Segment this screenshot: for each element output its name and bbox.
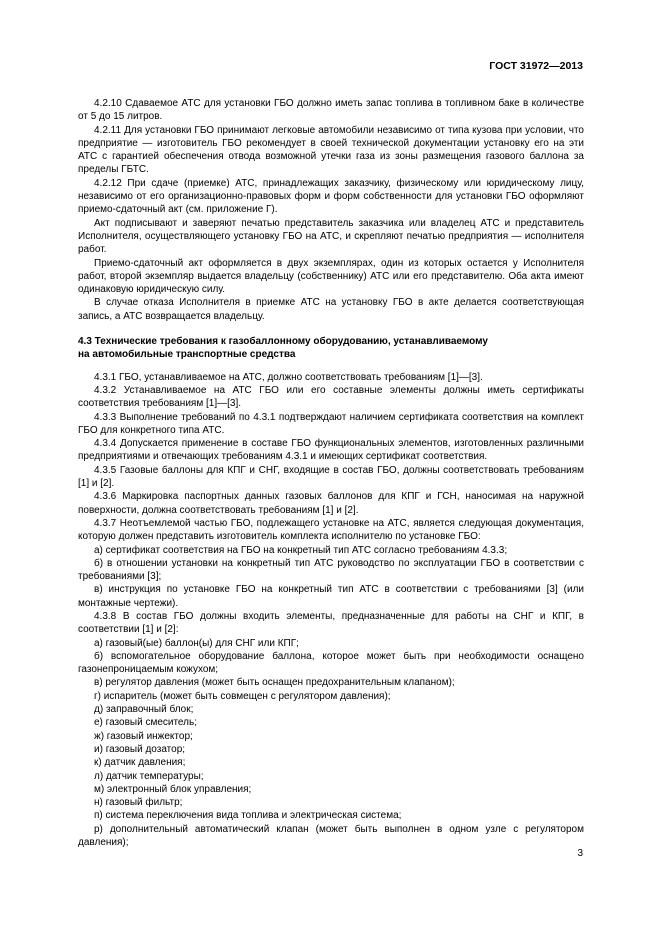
paragraph: 4.3.3 Выполнение требований по 4.3.1 подтверждают наличием сертификата соответствия на комплект ГБО для конкретного типа АТС. — [78, 411, 584, 436]
paragraph: 4.3.2 Устанавливаемое на АТС ГБО или его составные элементы должны иметь сертификаты соответствия требованиям [1]—[3]. — [78, 384, 584, 410]
list-item: е) газовый смеситель; — [94, 717, 197, 729]
paragraph: 4.3.1 ГБО, устанавливаемое на АТС, должно соответствовать требованиям [1]—[3]. — [94, 371, 483, 383]
list-item: а) газовый(ые) баллон(ы) для СНГ или КПГ; — [94, 637, 299, 649]
list-item: г) испаритель (может быть совмещен с регулятором давления); — [94, 690, 391, 702]
section-heading-line-1: 4.3 Технические требования к газобаллонному оборудованию, устанавливаемому — [78, 336, 488, 348]
paragraph: Приемо-сдаточный акт оформляется в двух экземплярах, один из которых остается у Исполнителя работ, второй экземпляр выдается владельцу (собственнику) АТС или его представителю. Оба акта имеют одинаковую юридическую силу. — [78, 257, 584, 296]
list-item: б) в отношении установки на конкретный тип АТС руководство по эксплуатации ГБО в соответствии с требованиями [3]; — [78, 557, 584, 583]
list-item: ж) газовый инжектор; — [94, 730, 193, 742]
paragraph: 4.2.10 Сдаваемое АТС для установки ГБО должно иметь запас топлива в топливном баке в количестве от 5 до 15 литров. — [78, 98, 584, 123]
list-item: м) электронный блок управления; — [94, 783, 252, 795]
section-heading — [78, 335, 584, 362]
paragraph: 4.3.4 Допускается применение в составе ГБО функциональных элементов, изготовленных различными предприятиями и отвечающих требованиям 4.3.1 и имеющих сертификат соответствия. — [78, 438, 584, 463]
section-heading-line-2: на автомобильные транспортные средства — [78, 349, 296, 361]
list-item: в) регулятор давления (может быть оснащен предохранительным клапаном); — [94, 677, 455, 689]
document-code: ГОСТ 31972—2013 — [489, 60, 583, 72]
list-item: л) датчик температуры; — [94, 770, 204, 782]
paragraph: В случае отказа Исполнителя в приемке АТС на установку ГБО в акте делается соответствующая запись, а АТС возвращается владельцу. — [78, 297, 584, 322]
paragraph: 4.3.5 Газовые баллоны для КПГ и СНГ, входящие в состав ГБО, должны соответствовать требованиям [1] и [2]. — [78, 464, 584, 490]
page-body — [78, 97, 584, 849]
list-item: п) система переключения вида топлива и электрическая система; — [94, 810, 402, 822]
list-item: а) сертификат соответствия на ГБО на конкретный тип АТС согласно требованиям 4.3.3; — [94, 544, 508, 556]
paragraph: 4.3.8 В состав ГБО должны входить элементы, предназначенные для работы на СНГ и КПГ, в соответствии [1] и [2]: — [78, 610, 584, 636]
list-item: р) дополнительный автоматический клапан (может быть выполнен в одном узле с регулятором давления); — [78, 823, 584, 849]
paragraph: 4.2.12 При сдаче (приемке) АТС, принадлежащих заказчику, физическому или юридическому лицу, независимо от его организационно-правовых форм и форм собственности для установки ГБО оформляют приемо-сдаточный акт (см. приложение Г). — [78, 177, 584, 216]
list-item: д) заправочный блок; — [94, 704, 194, 716]
list-item: в) инструкция по установке ГБО на конкретный тип АТС в соответствии с требованиями [3] (или монтажные чертежи). — [78, 584, 584, 609]
list-item: и) газовый дозатор; — [94, 743, 186, 755]
list-item: б) вспомогательное оборудование баллона, которое может быть при необходимости оснащено газонепроницаемым кожухом; — [78, 650, 584, 676]
paragraph: 4.3.7 Неотъемлемой частью ГБО, подлежащего установке на АТС, является следующая документация, которую должен представить изготовитель комплекта исполнителю по установке ГБО: — [78, 517, 584, 543]
paragraph: 4.3.6 Маркировка паспортных данных газовых баллонов для КПГ и ГСН, наносимая на наружной поверхности, должна соответствовать требованиям [1] и [2]. — [78, 491, 584, 516]
paragraph: Акт подписывают и заверяют печатью представитель заказчика или владелец АТС и представитель Исполнителя, осуществляющего установку ГБО на АТС, и скрепляют печатью предприятия — исполнителя работ. — [78, 217, 584, 256]
paragraph: 4.2.11 Для установки ГБО принимают легковые автомобили независимо от типа кузова при условии, что предприятие — изготовитель ГБО рекомендует в своей технической документации установку его на эти АТС с гарантией обеспечения отвода возможной утечки газа из зоны размещения газового баллона за пределы ГБТС. — [78, 124, 584, 176]
page-number: 3 — [577, 848, 583, 859]
list-item: н) газовый фильтр; — [94, 797, 183, 809]
list-item: к) датчик давления; — [94, 757, 186, 769]
